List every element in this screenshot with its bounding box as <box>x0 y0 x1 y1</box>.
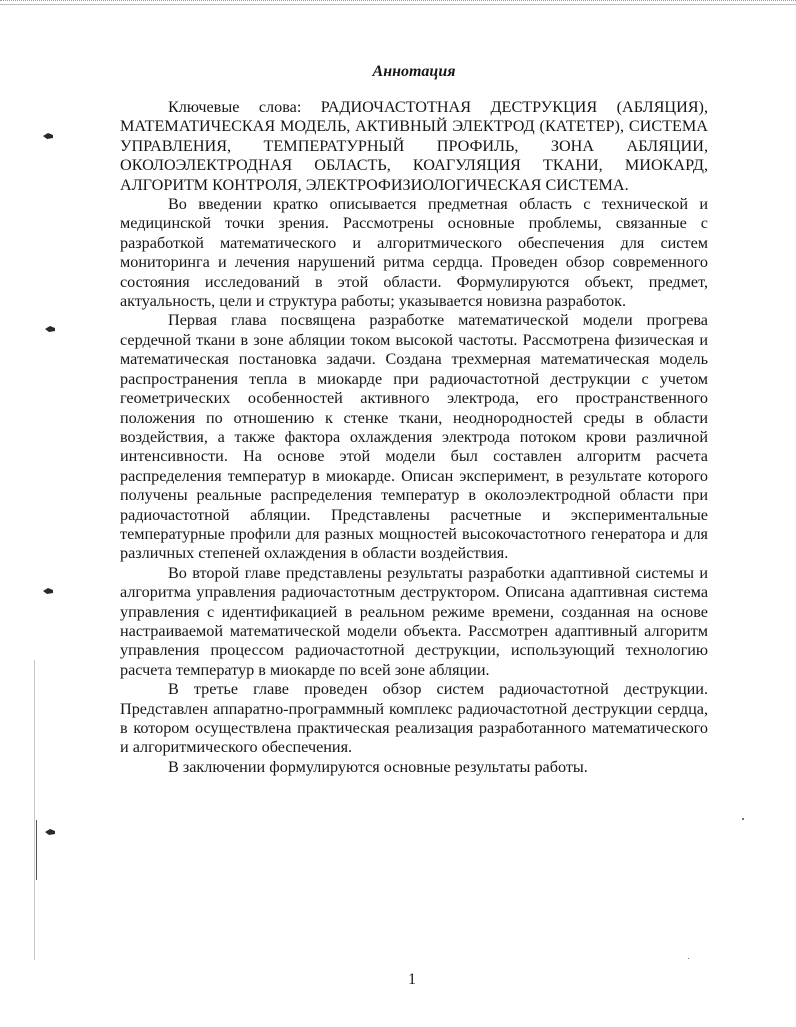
binder-hole-mark-icon <box>42 132 54 140</box>
page-title: Аннотация <box>372 63 456 80</box>
conclusion-paragraph: В заключении формулируются основные результаты работы. <box>168 757 588 776</box>
chapter-two-paragraph: Во второй главе представлены результаты разработки адаптивной системы и алгоритма управления радиочастотным деструктором. Описана адаптивная система управления с идентификацией в реальном режиме времени, созданная на основе настраиваемой математической модели объекта. Рассмотрен адаптивный алгоритм управления процессом радиочастотной деструкции, использующий технологию расчета температур в миокарде по всей зоне абляции. <box>120 563 708 679</box>
annotation-page <box>120 62 708 777</box>
scan-top-line <box>0 4 796 5</box>
chapter-one-paragraph: Первая глава посвящена разработке математической модели прогрева сердечной ткани в зоне абляции током высокой частоты. Рассмотрена физическая и математическая постановка задачи. Создана трехмерная математическая модель распространения тепла в миокарде при радиочастотной деструкции с учетом геометрических особенностей активного электрода, его пространственного положения по отношению к стенке ткани, неоднородностей среды в области воздействия, а также фактора охлаждения электрода потоком крови различной интенсивности. На основе этой модели был составлен алгоритм расчета распределения температур в миокарде. Описан эксперимент, в результате которого получены реальные распределения температур в околоэлектродной области при радиочастотной абляции. Представлены расчетные и экспериментальные температурные профили для разных мощностей высокочастотного генератора и для различных степеней охлаждения в области воздействия. <box>120 311 708 563</box>
scan-speck <box>742 818 744 820</box>
scan-top-edge <box>0 0 796 11</box>
binder-hole-mark-icon <box>44 325 56 333</box>
introduction-paragraph: Во введении кратко описывается предметная область с технической и медицинской точки зрения. Рассмотрены основные проблемы, связанные с разработкой математического и алгоритмического обеспечения для систем мониторинга и лечения нарушений ритма сердца. Проведен обзор современного состояния исследований в этой области. Формулируются объект, предмет, актуальность, цели и структура работы; указывается новизна разработок. <box>120 195 708 311</box>
page-number: 1 <box>408 971 416 988</box>
binder-hole-mark-icon <box>42 587 54 595</box>
chapter-three-paragraph: В третье главе проведен обзор систем радиочастотной деструкции. Представлен аппаратно-программный комплекс радиочастотной деструкции сердца, в котором осуществлена практическая реализация разработанного математического и алгоритмического обеспечения. <box>120 680 708 757</box>
scan-left-edge-line <box>34 660 35 960</box>
keywords-paragraph: Ключевые слова: РАДИОЧАСТОТНАЯ ДЕСТРУКЦИЯ (АБЛЯЦИЯ), МАТЕМАТИЧЕСКАЯ МОДЕЛЬ, АКТИВНЫЙ ЭЛЕКТРОД (КАТЕТЕР), СИСТЕМА УПРАВЛЕНИЯ, ТЕМПЕРАТУРНЫЙ ПРОФИЛЬ, ЗОНА АБЛЯЦИИ, ОКОЛОЭЛЕКТРОДНАЯ ОБЛАСТЬ, КОАГУЛЯЦИЯ ТКАНИ, МИОКАРД, АЛГОРИТМ КОНТРОЛЯ, ЭЛЕКТРОФИЗИОЛОГИЧЕСКАЯ СИСТЕМА. <box>120 98 708 194</box>
scan-left-edge-dark-line <box>36 820 37 880</box>
scan-speck <box>688 958 689 959</box>
binder-hole-mark-icon <box>44 828 56 836</box>
